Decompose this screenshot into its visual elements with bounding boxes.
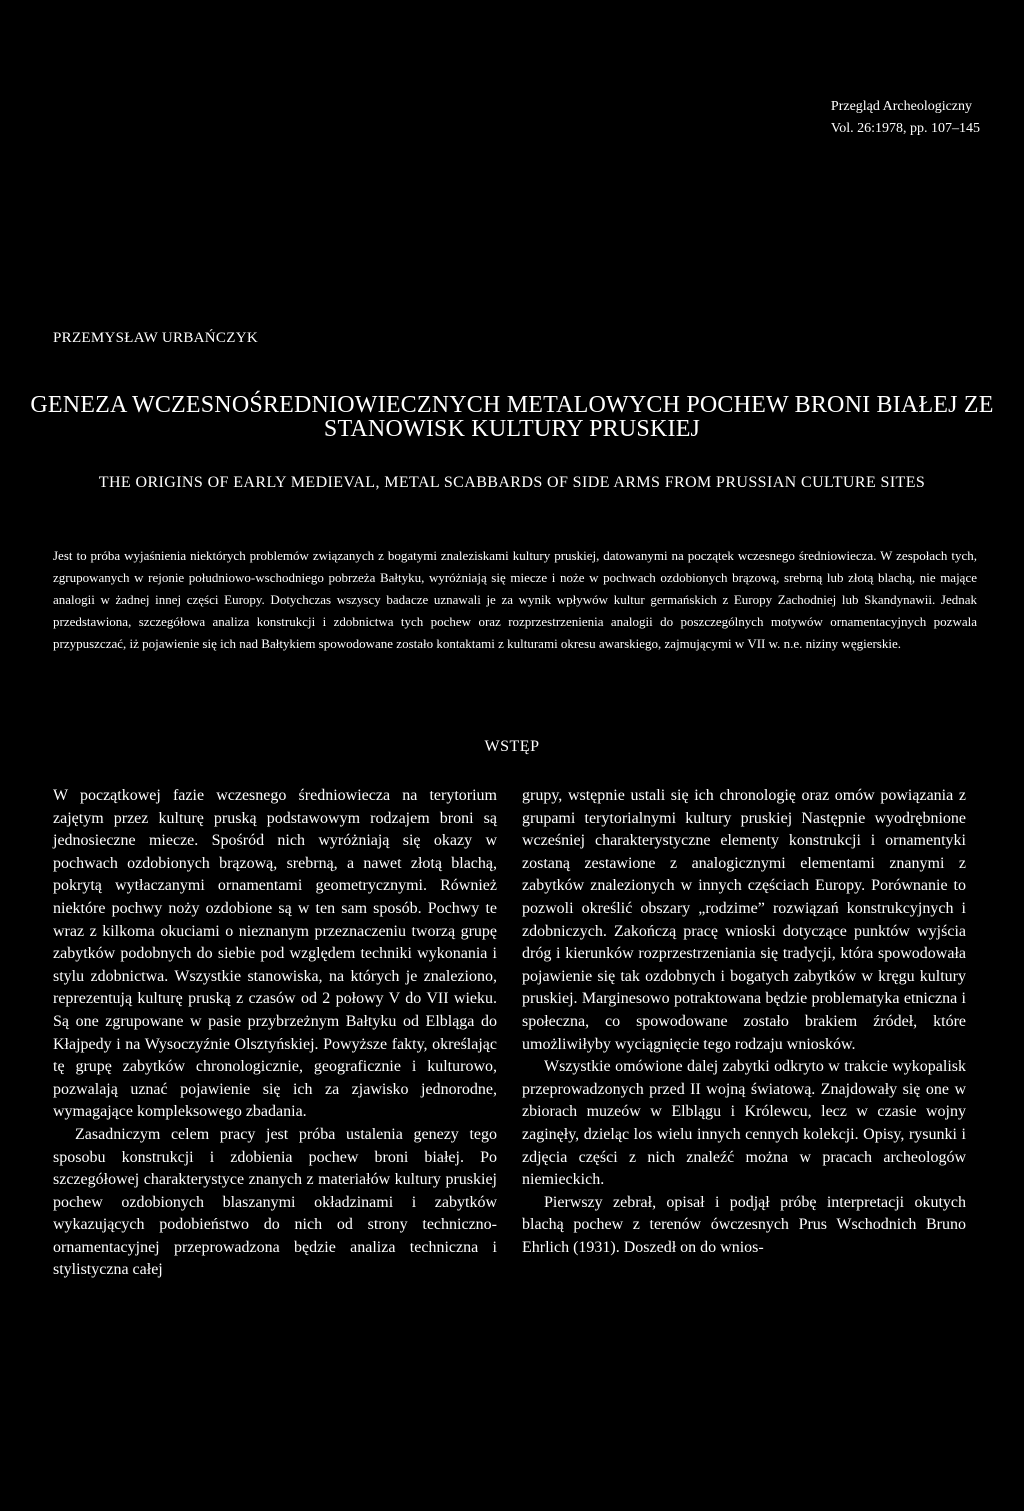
left-column [53,785,497,1282]
right-column [522,785,966,1259]
paragraph: W początkowej fazie wczesnego średniowiecza na terytorium zajętym przez kulturę pruską podstawowym rodzajem broni są jednosieczne miecze. Spośród nich wyróżniają się okazy w pochwach ozdobionych brązową, srebrną, a nawet złotą blachą, pokrytą wytłaczanymi ornamentami geometrycznymi. Również niektóre pochwy noży ozdobione są w ten sam sposób. Pochwy te wraz z kilkoma okuciami o nieznanym przeznaczeniu tworzą grupę zabytków podobnych do siebie pod względem techniki wykonania i stylu zdobnictwa. Wszystkie stanowiska, na których je znaleziono, reprezentują kulturę pruską z czasów od 2 połowy V do VII wieku. Są one zgrupowane w pasie przybrzeżnym Bałtyku od Elbląga do Kłajpedy i na Wysoczyźnie Olsztyńskiej. Powyższe fakty, określając tę grupę zabytków chronologicznie, geograficznie i kulturowo, pozwalają uznać pojawienie się ich za zjawisko jednorodne, wymagające kompleksowego zbadania. [53,787,497,1121]
author-name: PRZEMYSŁAW URBAŃCZYK [53,330,258,346]
journal-name: Przegląd Archeologiczny [830,99,973,114]
abstract: Jest to próba wyjaśnienia niektórych problemów związanych z bogatymi znaleziskami kultury pruskiej, datowanymi na początek wczesnego średniowiecza. W zespołach tych, zgrupowanych w rejonie południowo-wschodniego pobrzeża Bałtyku, wyróżniają się miecze i noże w pochwach ozdobionych brązową, srebrną lub złotą blachą, nie mające analogii w żadnej innej części Europy. Dotychczas wszyscy badacze uznawali je za wynik wpływów kultur germańskich z Europy Zachodniej lub Skandynawii. Jednak przedstawiona, szczegółowa analiza konstrukcji i zdobnictwa tych pochew oraz rozprzestrzenienia analogii do poszczególnych motywów ornamentacyjnych pozwala przypuszczać, iż pojawienie się ich nad Bałtykiem spowodowane zostało kontaktami z kulturami okresu awarskiego, zajmującymi w VII w. n.e. niziny węgierskie. [53,548,977,651]
section-heading: WSTĘP [484,738,540,755]
title-english: THE ORIGINS OF EARLY MEDIEVAL, METAL SCABBARDS OF SIDE ARMS FROM PRUSSIAN CULTURE SITES [98,474,926,491]
paragraph: Wszystkie omówione dalej zabytki odkryto w trakcie wykopalisk przeprowadzonych przed II wojną światową. Znajdowały się one w zbiorach muzeów w Elblągu i Królewcu, lecz w czasie wojny zaginęły, dzieląc los wielu innych cennych kolekcji. Opisy, rysunki i zdjęcia części z nich znaleźć można w pracach archeologów niemieckich. [522,1058,966,1189]
paragraph: grupy, wstępnie ustali się ich chronologię oraz omów powiązania z grupami terytorialnymi kultury pruskiej Następnie wyodrębnione wcześniej charakterystyczne elementy konstrukcji i ornamentyki zostaną zestawione z analogicznymi elementami znanymi z zabytków znalezionych w innych częściach Europy. Porównanie to pozwoli określić obszary „rodzime” rozwiązań konstrukcyjnych i zdobniczych. Zakończą pracę wnioski dotyczące punktów wyjścia dróg i kierunków rozprzestrzeniania się tradycji, która spowodowała pojawienie się tak ozdobnych i bogatych zabytków w kręgu kultury pruskiej. Marginesowo potraktowana będzie problematyka etniczna i społeczna, co spowodowane zostało brakiem źródeł, które umożliwiłyby wyciągnięcie tego rodzaju wniosków. [522,787,966,1053]
paragraph: Zasadniczym celem pracy jest próba ustalenia genezy tego sposobu konstrukcji i zdobienia pochew broni białej. Po szczegółowej charakterystyce znanych z materiałów kultury pruskiej pochew ozdobionych blaszanymi okładzinami i zabytków wykazujących podobieństwo do nich od strony techniczno-ornamentacyjnej przeprowadzona będzie analiza techniczna i stylistyczna całej [53,1125,497,1279]
paragraph: Pierwszy zebrał, opisał i podjął próbę interpretacji okutych blachą pochew z terenów ówczesnych Prus Wschodnich Bruno Ehrlich (1931). Doszedł on do wnios- [522,1193,966,1256]
journal-citation [831,96,980,140]
title-polish: GENEZA WCZESNOŚREDNIOWIECZNYCH METALOWYCH POCHEW BRONI BIAŁEJ ZE STANOWISK KULTURY PRUSKIEJ [30,392,994,442]
journal-volume: Vol. 26:1978, pp. 107–145 [830,121,980,136]
